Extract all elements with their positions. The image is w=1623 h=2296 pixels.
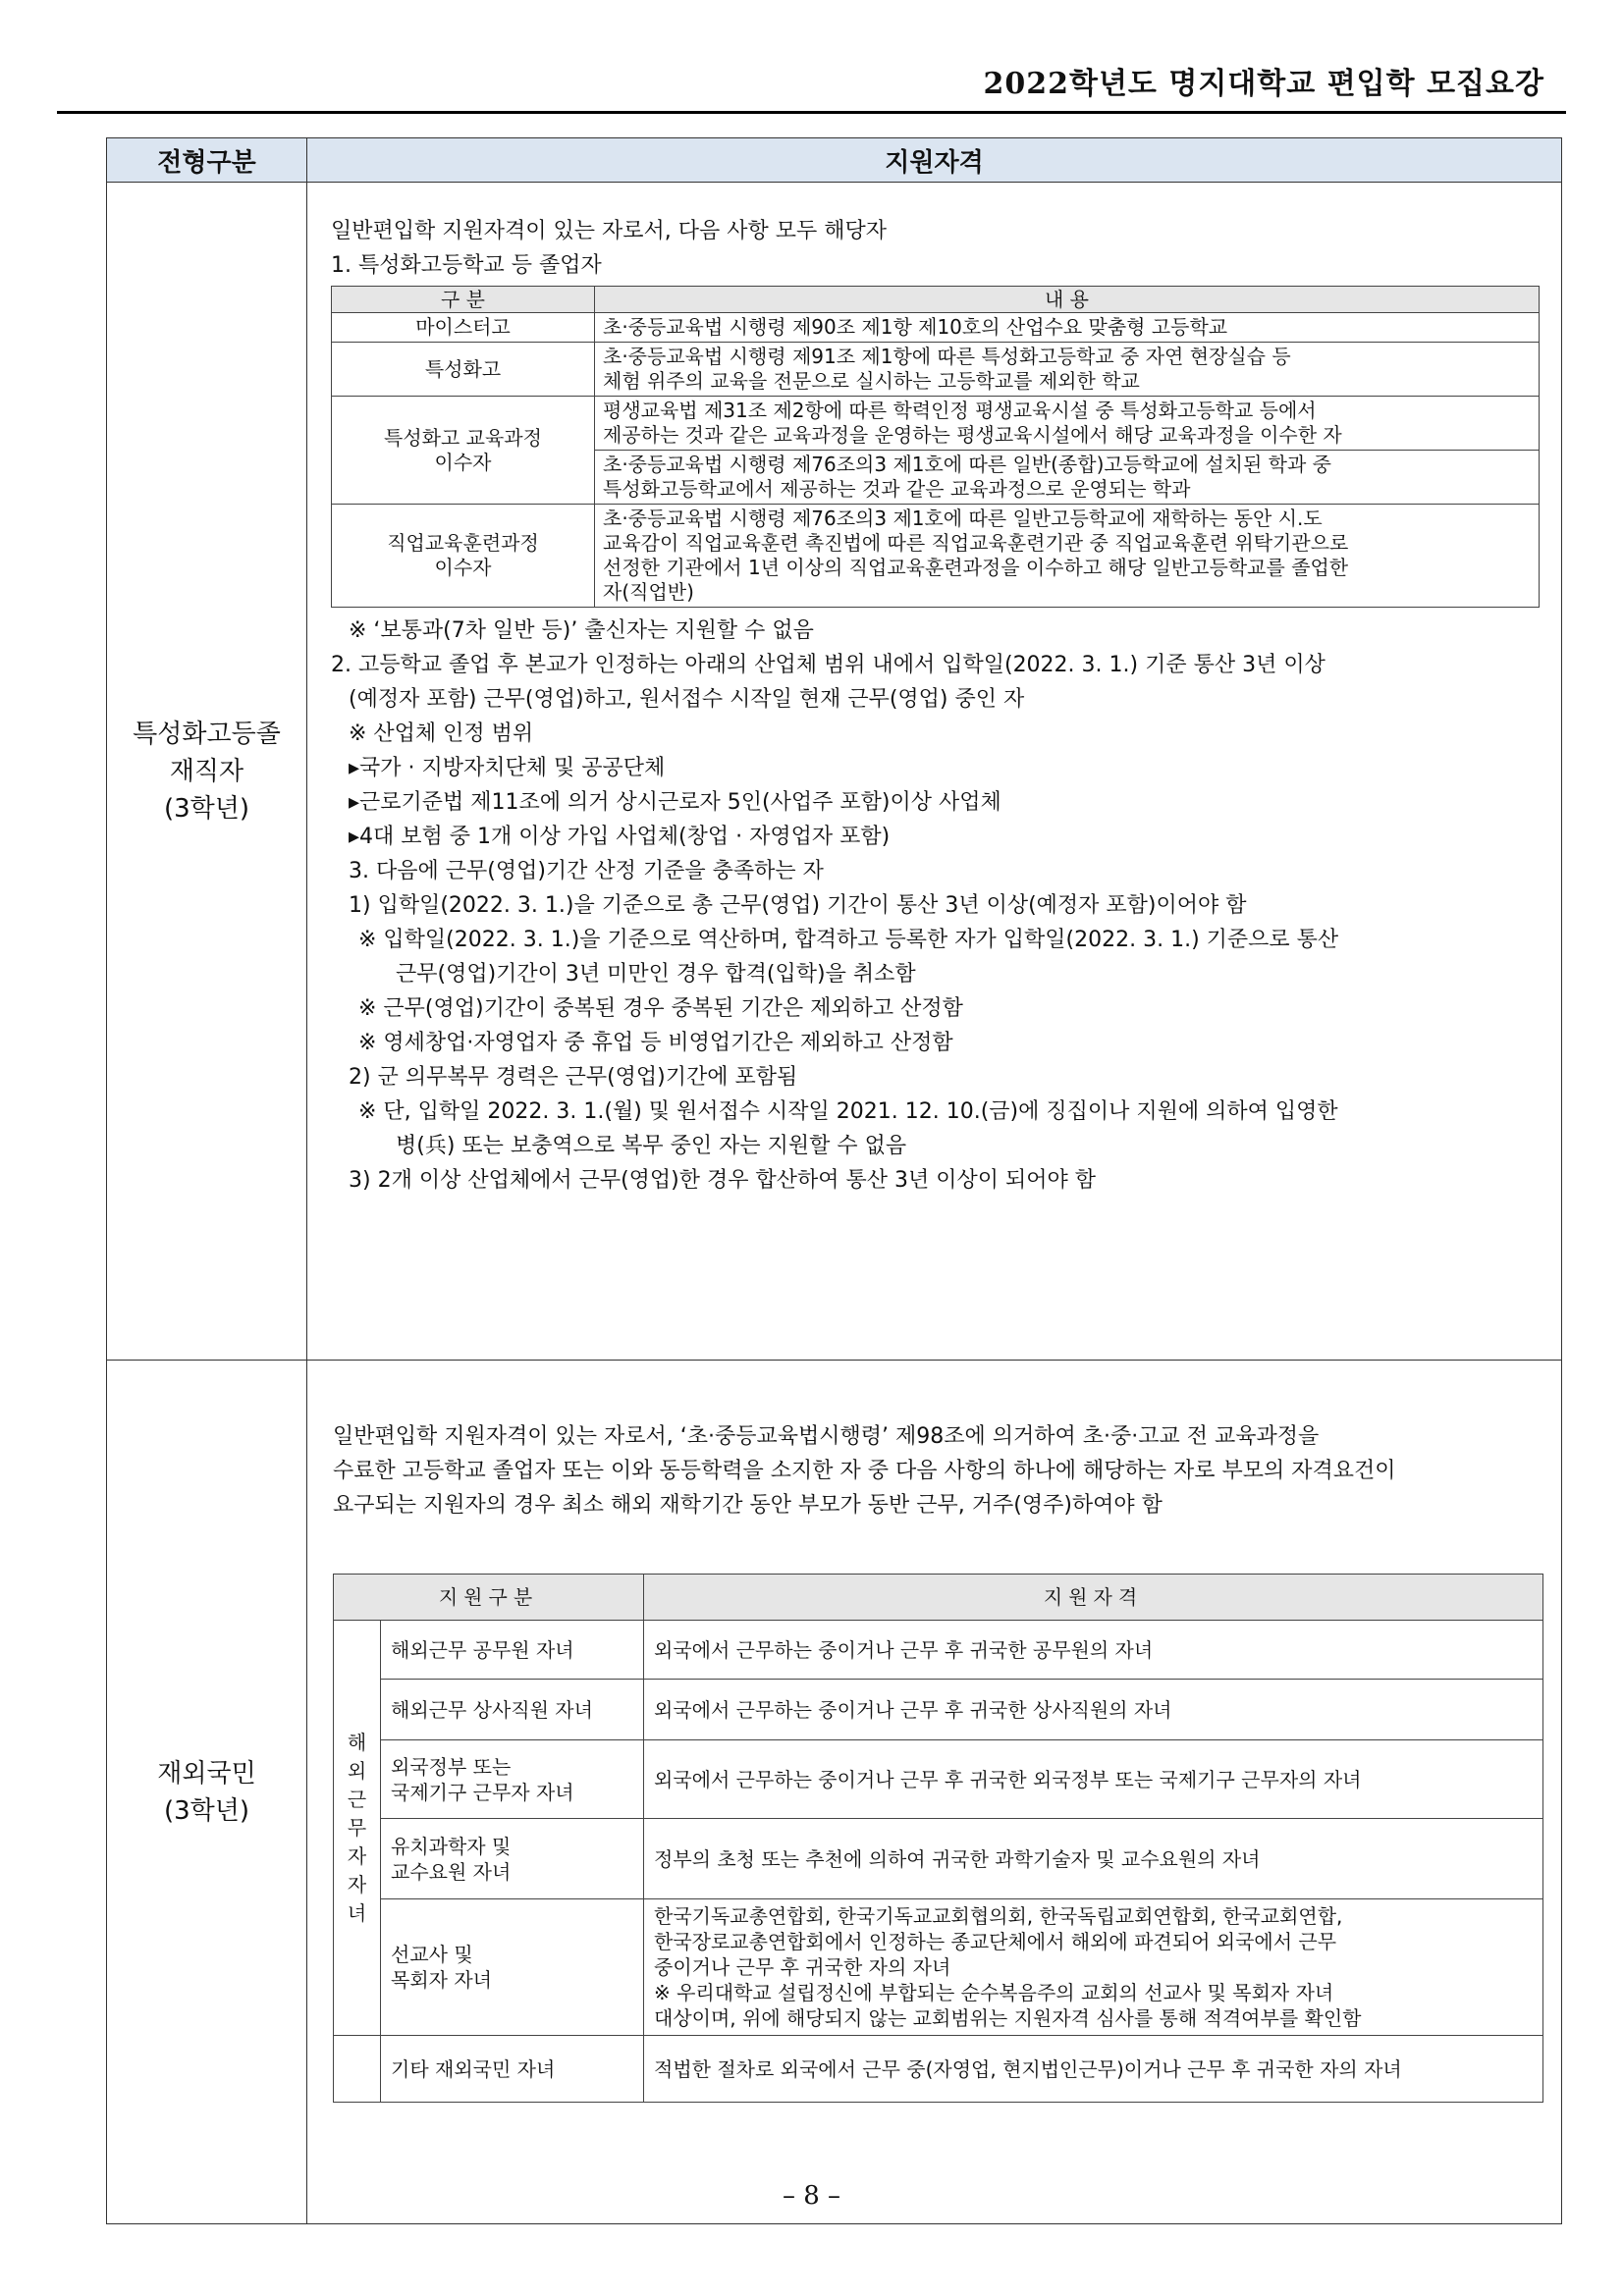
note-line: 근무(영업)기간이 3년 미만인 경우 합격(입학)을 취소함 (396, 962, 916, 987)
qualification-cell-vocational (307, 183, 1562, 1361)
applicant-type-label: 해외근무 상사직원 자녀 (381, 1680, 644, 1740)
school-type-table (331, 286, 1540, 608)
school-type-label: 마이스터고 (332, 313, 595, 343)
intro-text: 일반편입학 지원자격이 있는 자로서, 다음 사항 모두 해당자 (331, 219, 887, 243)
applicant-type-content: 외국에서 근무하는 중이거나 근무 후 귀국한 외국정부 또는 국제기구 근무자의 자녀 (644, 1740, 1543, 1819)
group-label-char: 무 (347, 1815, 367, 1840)
text-line: 2) 군 의무복무 경력은 근무(영업)기간에 포함됨 (349, 1065, 798, 1090)
school-type-content: 초·중등교육법 시행령 제90조 제1항 제10호의 산업수요 맞춤형 고등학교 (595, 313, 1540, 343)
applicant-type-content: 외국에서 근무하는 중이거나 근무 후 귀국한 상사직원의 자녀 (644, 1680, 1543, 1740)
intro-text: 수료한 고등학교 졸업자 또는 이와 동등학력을 소지한 자 중 다음 사항의 하나에 해당하는 자로 부모의 자격요건이 (333, 1459, 1396, 1483)
note-line: ※ 영세창업·자영업자 중 휴업 등 비영업기간은 제외하고 산정함 (358, 1031, 953, 1055)
applicant-type-label (381, 1740, 644, 1819)
table-row-overseas-korean (107, 1361, 1562, 2224)
table-row (334, 1819, 1543, 1899)
table-row-vocational-employee (107, 183, 1562, 1361)
school-type-header-category: 구 분 (332, 287, 595, 313)
label-line: 교수요원 자녀 (391, 1859, 512, 1884)
content-line: ※ 우리대학교 설립정신에 부합되는 순수복음주의 교회의 선교사 및 목회자 자녀 (654, 1981, 1334, 2004)
overseas-header-qualification: 지원자격 (644, 1575, 1543, 1621)
category-label-line: (3학년) (163, 793, 250, 824)
overseas-qualification-table (333, 1574, 1543, 2103)
content-line: 중이거나 근무 후 귀국한 자의 자녀 (654, 1955, 951, 1979)
label-line: 직업교육훈련과정 (387, 531, 539, 555)
text-line: 3) 2개 이상 산업체에서 근무(영업)한 경우 합산하여 통산 3년 이상이 되어야 함 (349, 1168, 1096, 1193)
applicant-type-label: 기타 재외국민 자녀 (381, 2036, 644, 2103)
group-label-char: 해 (347, 1730, 367, 1754)
label-line: 이수자 (434, 556, 492, 579)
table-row (332, 397, 1540, 451)
header-divider (57, 111, 1566, 114)
group-label-char: 외 (347, 1758, 367, 1783)
applicant-type-content (644, 1899, 1543, 2036)
label-line: 목회자 자녀 (391, 1968, 492, 1992)
school-type-content (595, 505, 1540, 608)
table-row (332, 505, 1540, 608)
school-type-content (595, 397, 1540, 451)
overseas-header-category: 지원구분 (334, 1575, 644, 1621)
group-label-char: 녀 (347, 1900, 367, 1925)
note-line: ※ 산업체 인정 범위 (349, 721, 534, 746)
content-line: 평생교육법 제31조 제2항에 따른 학력인정 평생교육시설 중 특성화고등학교 등에서 (603, 399, 1317, 422)
applicant-type-content: 외국에서 근무하는 중이거나 근무 후 귀국한 공무원의 자녀 (644, 1621, 1543, 1680)
page-number: – 8 – (782, 2181, 841, 2211)
item-heading: 2. 고등학교 졸업 후 본교가 인정하는 아래의 산업체 범위 내에서 입학일(2022. 3. 1.) 기준 통산 3년 이상 (331, 653, 1325, 677)
content-line: 초·중등교육법 시행령 제76조의3 제1호에 따른 일반고등학교에 재학하는 동안 시.도 (603, 507, 1323, 530)
intro-text: 일반편입학 지원자격이 있는 자로서, ‘초·중등교육법시행령’ 제98조에 의거하여 초·중·고교 전 교육과정을 (333, 1424, 1320, 1449)
group-label-char: 자 (347, 1872, 367, 1896)
group-label-char: 자 (347, 1843, 367, 1868)
applicant-type-content: 정부의 초청 또는 추천에 의하여 귀국한 과학기술자 및 교수요원의 자녀 (644, 1819, 1543, 1899)
bullet-line: ▸4대 보험 중 1개 이상 가입 사업체(창업 · 자영업자 포함) (349, 825, 891, 849)
table-row (334, 1899, 1543, 2036)
school-type-label (332, 397, 595, 505)
label-line: 유치과학자 및 (391, 1834, 512, 1858)
content-line: 교육감이 직업교육훈련 촉진법에 따른 직업교육훈련기관 중 직업교육훈련 위탁기관으로 (603, 531, 1349, 555)
table-row (334, 1740, 1543, 1819)
table-row (332, 343, 1540, 397)
applicant-type-content: 적법한 절차로 외국에서 근무 중(자영업, 현지법인근무)이거나 근무 후 귀국한 자의 자녀 (644, 2036, 1543, 2103)
school-type-content (595, 343, 1540, 397)
bullet-line: ▸국가 · 지방자치단체 및 공공단체 (349, 756, 666, 780)
overseas-header-row (334, 1575, 1543, 1621)
school-type-label (332, 505, 595, 608)
item-heading: 1. 특성화고등학교 등 졸업자 (331, 253, 602, 278)
group-label-char: 근 (347, 1787, 367, 1811)
table-row (334, 1621, 1543, 1680)
content-line: 한국장로교총연합회에서 인정하는 종교단체에서 해외에 파견되어 외국에서 근무 (654, 1930, 1337, 1953)
item-heading: 3. 다음에 근무(영업)기간 산정 기준을 충족하는 자 (349, 859, 824, 883)
text-line: 1) 입학일(2022. 3. 1.)을 기준으로 총 근무(영업) 기간이 통산 3년 이상(예정자 포함)이어야 함 (349, 893, 1247, 918)
column-header-category: 전형구분 (107, 138, 307, 183)
category-label-line: 재외국민 (157, 1758, 256, 1789)
text-line: (예정자 포함) 근무(영업)하고, 원서접수 시작일 현재 근무(영업) 중인 자 (349, 687, 1025, 712)
note-line: 병(兵) 또는 보충역으로 복무 중인 자는 지원할 수 없음 (396, 1134, 907, 1158)
qualification-cell-overseas (307, 1361, 1562, 2224)
category-label-line: 재직자 (169, 756, 244, 786)
group-label-overseas-worker-children (334, 1621, 381, 2036)
intro-text: 요구되는 지원자의 경우 최소 해외 재학기간 동안 부모가 동반 근무, 거주(영주)하여야 함 (333, 1493, 1163, 1518)
column-header-qualification: 지원자격 (307, 138, 1562, 183)
admission-qualification-table (106, 137, 1562, 2224)
note-line: ※ 단, 입학일 2022. 3. 1.(월) 및 원서접수 시작일 2021. 12. 10.(금)에 징집이나 지원에 의하여 입영한 (358, 1099, 1338, 1124)
school-type-header-content: 내 용 (595, 287, 1540, 313)
note-line: ※ 근무(영업)기간이 중복된 경우 중복된 기간은 제외하고 산정함 (358, 996, 963, 1021)
content-line: 제공하는 것과 같은 교육과정을 운영하는 평생교육시설에서 해당 교육과정을 이수한 자 (603, 423, 1342, 447)
content-line: 초·중등교육법 시행령 제91조 제1항에 따른 특성화고등학교 중 자연 현장실습 등 (603, 345, 1291, 368)
note-line: ※ 입학일(2022. 3. 1.)을 기준으로 역산하며, 합격하고 등록한 자가 입학일(2022. 3. 1.) 기준으로 통산 (358, 928, 1339, 952)
content-line: 체험 위주의 교육을 전문으로 실시하는 고등학교를 제외한 학교 (603, 369, 1140, 393)
category-label-line: 특성화고등졸 (133, 719, 281, 749)
school-type-header-row (332, 287, 1540, 313)
table-row (334, 2036, 1543, 2103)
school-type-label: 특성화고 (332, 343, 595, 397)
content-line: 자(직업반) (603, 580, 694, 604)
table-header-row (107, 138, 1562, 183)
bullet-line: ▸근로기준법 제11조에 의거 상시근로자 5인(사업주 포함)이상 사업체 (349, 790, 1001, 815)
applicant-type-label (381, 1819, 644, 1899)
label-line: 국제기구 근무자 자녀 (391, 1780, 574, 1804)
content-line: 대상이며, 위에 해당되지 않는 교회범위는 지원자격 심사를 통해 적격여부를 확인함 (654, 2006, 1362, 2030)
empty-group-cell (334, 2036, 381, 2103)
table-row (334, 1680, 1543, 1740)
applicant-type-label (381, 1899, 644, 2036)
label-line: 이수자 (434, 450, 492, 474)
content-line: 선정한 기관에서 1년 이상의 직업교육훈련과정을 이수하고 해당 일반고등학교를 졸업한 (603, 556, 1349, 579)
document-header-title: 2022학년도 명지대학교 편입학 모집요강 (983, 67, 1544, 101)
content-line: 초·중등교육법 시행령 제76조의3 제1호에 따른 일반(종합)고등학교에 설치된 학과 중 (603, 453, 1331, 476)
label-line: 특성화고 교육과정 (384, 425, 542, 450)
applicant-type-label: 해외근무 공무원 자녀 (381, 1621, 644, 1680)
label-line: 외국정부 또는 (391, 1754, 512, 1779)
content-line: 특성화고등학교에서 제공하는 것과 같은 교육과정으로 운영되는 학과 (603, 477, 1191, 501)
table-row (332, 313, 1540, 343)
label-line: 선교사 및 (391, 1943, 473, 1966)
note-line: ※ ‘보통과(7차 일반 등)’ 출신자는 지원할 수 없음 (349, 618, 814, 643)
category-label-line: (3학년) (163, 1795, 250, 1826)
category-cell-overseas (107, 1361, 307, 2224)
category-cell-vocational (107, 183, 307, 1361)
content-line: 한국기독교총연합회, 한국기독교교회협의회, 한국독립교회연합회, 한국교회연합, (654, 1904, 1343, 1928)
school-type-content (595, 451, 1540, 505)
